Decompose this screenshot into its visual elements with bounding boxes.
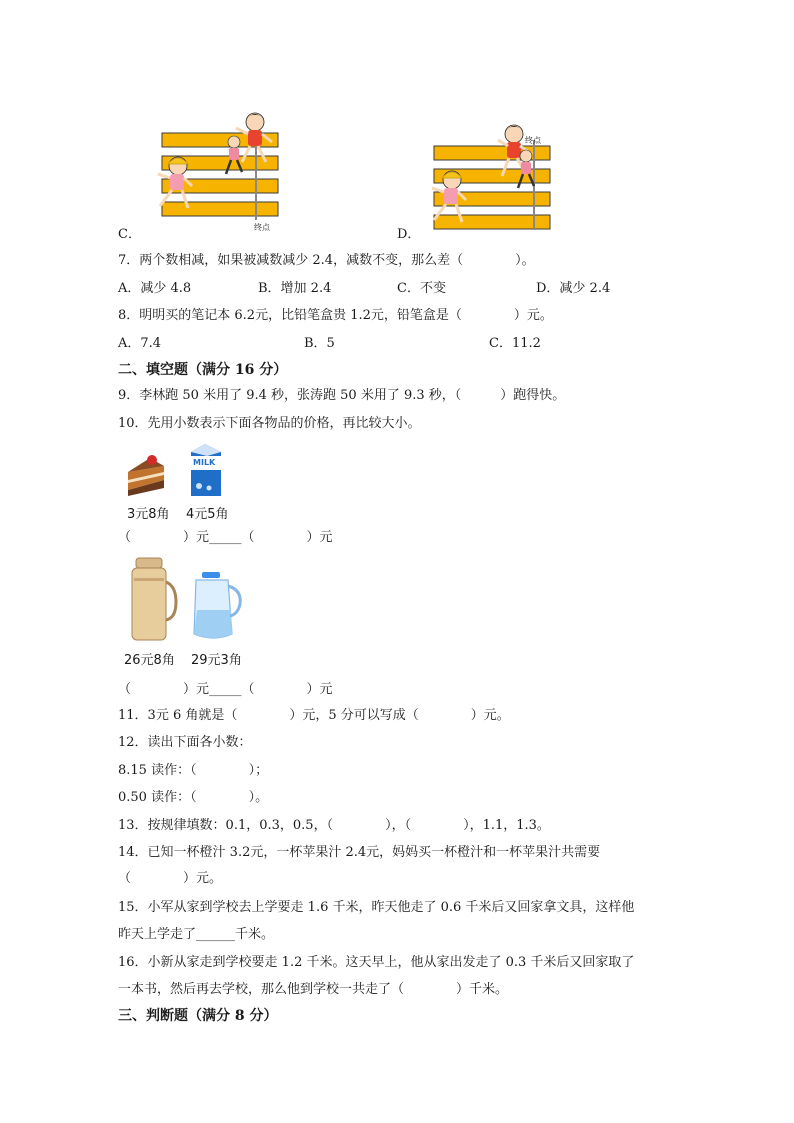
section-3-title: 三、判断题（满分 8 分） xyxy=(118,1008,278,1024)
finish-label-c: 终点 xyxy=(254,223,270,232)
q12-question: 12．读出下面各小数： xyxy=(118,735,252,750)
price-pitcher: 29元3角 xyxy=(191,653,242,668)
q16-line-2: 一本书，然后再去学校，那么他到学校一共走了（ ）千米。 xyxy=(118,982,509,997)
q7-question: 7．两个数相减，如果被减数减少 2.4，减数不变，那么差（ ）。 xyxy=(118,253,535,268)
q14-line-2: （ ）元。 xyxy=(118,871,223,886)
milk-carton-image xyxy=(185,442,227,498)
q13-question: 13．按规律填数：0.1，0.3，0.5，（ ），（ ），1.1，1.3。 xyxy=(118,818,550,833)
q7-option-d: D．减少 2.4 xyxy=(536,281,611,296)
q11-question: 11．3元 6 角就是（ ）元，5 分可以写成（ ）元。 xyxy=(118,708,510,723)
q15-line-2: 昨天上学走了______千米。 xyxy=(118,927,275,942)
thermos-image xyxy=(126,556,178,644)
q8-option-b: B．5 xyxy=(304,336,335,351)
q10-question: 10．先用小数表示下面各物品的价格，再比较大小。 xyxy=(118,416,421,431)
q15-line-1: 15．小军从家到学校去上学要走 1.6 千米，昨天他走了 0.6 千米后又回家拿文具，这样他 xyxy=(118,900,635,915)
q8-option-a: A．7.4 xyxy=(118,336,162,351)
price-thermos: 26元8角 xyxy=(124,653,175,668)
milk-label: MILK xyxy=(193,458,216,467)
q10-answer-line-1: （ ）元_____（ ）元 xyxy=(118,530,333,545)
q6-option-c: C． xyxy=(118,227,141,242)
price-cake: 3元8角 xyxy=(127,507,170,522)
q7-option-c: C．不变 xyxy=(397,281,446,296)
q12-line-1: 8.15 读作：（ ）； xyxy=(118,763,269,778)
q16-line-1: 16．小新从家走到学校要走 1.2 千米。这天早上，他从家出发走了 0.3 千米后又回家取了 xyxy=(118,955,635,970)
finish-label-d: 终点 xyxy=(525,136,541,145)
race-illustration-c xyxy=(148,108,283,233)
q8-question: 8．明明买的笔记本 6.2元，比铅笔盒贵 1.2元，铅笔盒是（ ）元。 xyxy=(118,308,553,323)
q8-option-c: C．11.2 xyxy=(489,336,541,351)
q6-option-d: D． xyxy=(397,227,421,242)
q7-option-b: B．增加 2.4 xyxy=(258,281,332,296)
q12-line-2: 0.50 读作：（ ）。 xyxy=(118,790,269,805)
price-milk: 4元5角 xyxy=(186,507,229,522)
section-2-title: 二、填空题（满分 16 分） xyxy=(118,362,288,378)
pitcher-image xyxy=(188,570,244,642)
q14-line-1: 14．已知一杯橙汁 3.2元，一杯苹果汁 2.4元，妈妈买一杯橙汁和一杯苹果汁共需要 xyxy=(118,845,601,860)
q7-option-a: A．减少 4.8 xyxy=(118,281,192,296)
q10-answer-line-2: （ ）元_____（ ）元 xyxy=(118,682,333,697)
cake-image xyxy=(124,450,168,496)
q9-question: 9．李林跑 50 米用了 9.4 秒，张涛跑 50 米用了 9.3 秒，（ ）跑得快。 xyxy=(118,388,566,403)
